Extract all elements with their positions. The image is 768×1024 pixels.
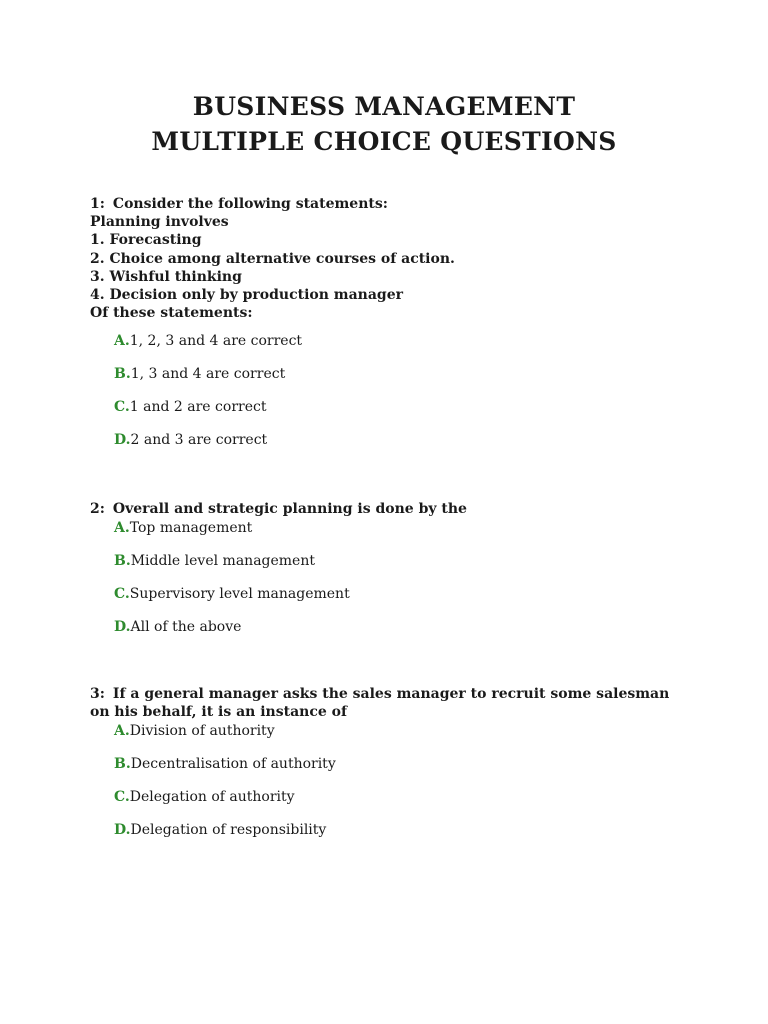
document-title-line-2: MULTIPLE CHOICE QUESTIONS (151, 127, 617, 156)
question-1-stem-text: Consider the following statements: (112, 196, 388, 212)
option-letter: B. (114, 366, 131, 383)
question-2-stem-line-1 (90, 500, 690, 518)
option-letter: B. (114, 553, 131, 570)
question-3 (90, 685, 690, 854)
question-3-stem-text: If a general manager asks the sales manager to recruit some salesman (112, 686, 670, 702)
option-text: 1, 2, 3 and 4 are correct (129, 333, 303, 350)
question-2 (90, 500, 690, 651)
question-1-stem-line-2: Planning involves (90, 214, 229, 231)
question-2-option-a[interactable] (114, 519, 690, 552)
question-1-stem-line-6: 4. Decision only by production manager (90, 287, 403, 304)
option-letter: D. (114, 619, 131, 636)
question-3-stem-line-2: on his behalf, it is an instance of (90, 704, 347, 721)
question-1-stem-line-5: 3. Wishful thinking (90, 268, 242, 285)
option-letter: C. (114, 586, 130, 603)
option-letter: C. (114, 789, 130, 806)
question-1 (90, 195, 690, 464)
option-text: Supervisory level management (129, 586, 350, 603)
question-1-option-a[interactable] (114, 332, 690, 365)
question-1-stem-line-7: Of these statements: (90, 305, 253, 322)
option-text: All of the above (130, 619, 242, 636)
option-letter: D. (114, 432, 131, 449)
question-3-number: 3: (90, 686, 105, 702)
question-2-stem-text: Overall and strategic planning is done by the (112, 501, 467, 517)
question-1-stem-line-3: 1. Forecasting (90, 232, 202, 249)
question-1-option-c[interactable] (114, 398, 690, 431)
option-text: Top management (129, 520, 253, 537)
option-text: Delegation of authority (129, 789, 295, 806)
question-2-option-b[interactable] (114, 552, 690, 585)
option-text: 1, 3 and 4 are correct (130, 366, 286, 383)
option-text: 1 and 2 are correct (129, 399, 267, 416)
question-3-option-b[interactable] (114, 755, 690, 788)
question-3-option-c[interactable] (114, 788, 690, 821)
option-text: Division of authority (129, 723, 275, 740)
question-3-option-a[interactable] (114, 722, 690, 755)
option-text: Middle level management (130, 553, 315, 570)
option-text: Delegation of responsibility (130, 822, 327, 839)
question-1-option-b[interactable] (114, 365, 690, 398)
question-1-options (114, 332, 690, 464)
option-letter: D. (114, 822, 131, 839)
question-3-options (114, 722, 690, 854)
question-3-stem-line-1 (90, 685, 690, 703)
question-2-option-c[interactable] (114, 585, 690, 618)
option-letter: C. (114, 399, 130, 416)
option-text: 2 and 3 are correct (130, 432, 268, 449)
document-title-line-1: BUSINESS MANAGEMENT (192, 92, 576, 121)
question-1-stem-line-1 (90, 195, 690, 213)
option-letter: A. (114, 333, 130, 350)
option-letter: A. (114, 520, 130, 537)
question-1-stem-line-4: 2. Choice among alternative courses of action. (90, 250, 455, 267)
option-letter: B. (114, 756, 131, 773)
question-1-option-d[interactable] (114, 431, 690, 464)
question-1-number: 1: (90, 196, 105, 212)
question-3-option-d[interactable] (114, 821, 690, 854)
question-2-options (114, 519, 690, 651)
option-text: Decentralisation of authority (130, 756, 336, 773)
question-2-option-d[interactable] (114, 618, 690, 651)
option-letter: A. (114, 723, 130, 740)
question-2-number: 2: (90, 501, 105, 517)
